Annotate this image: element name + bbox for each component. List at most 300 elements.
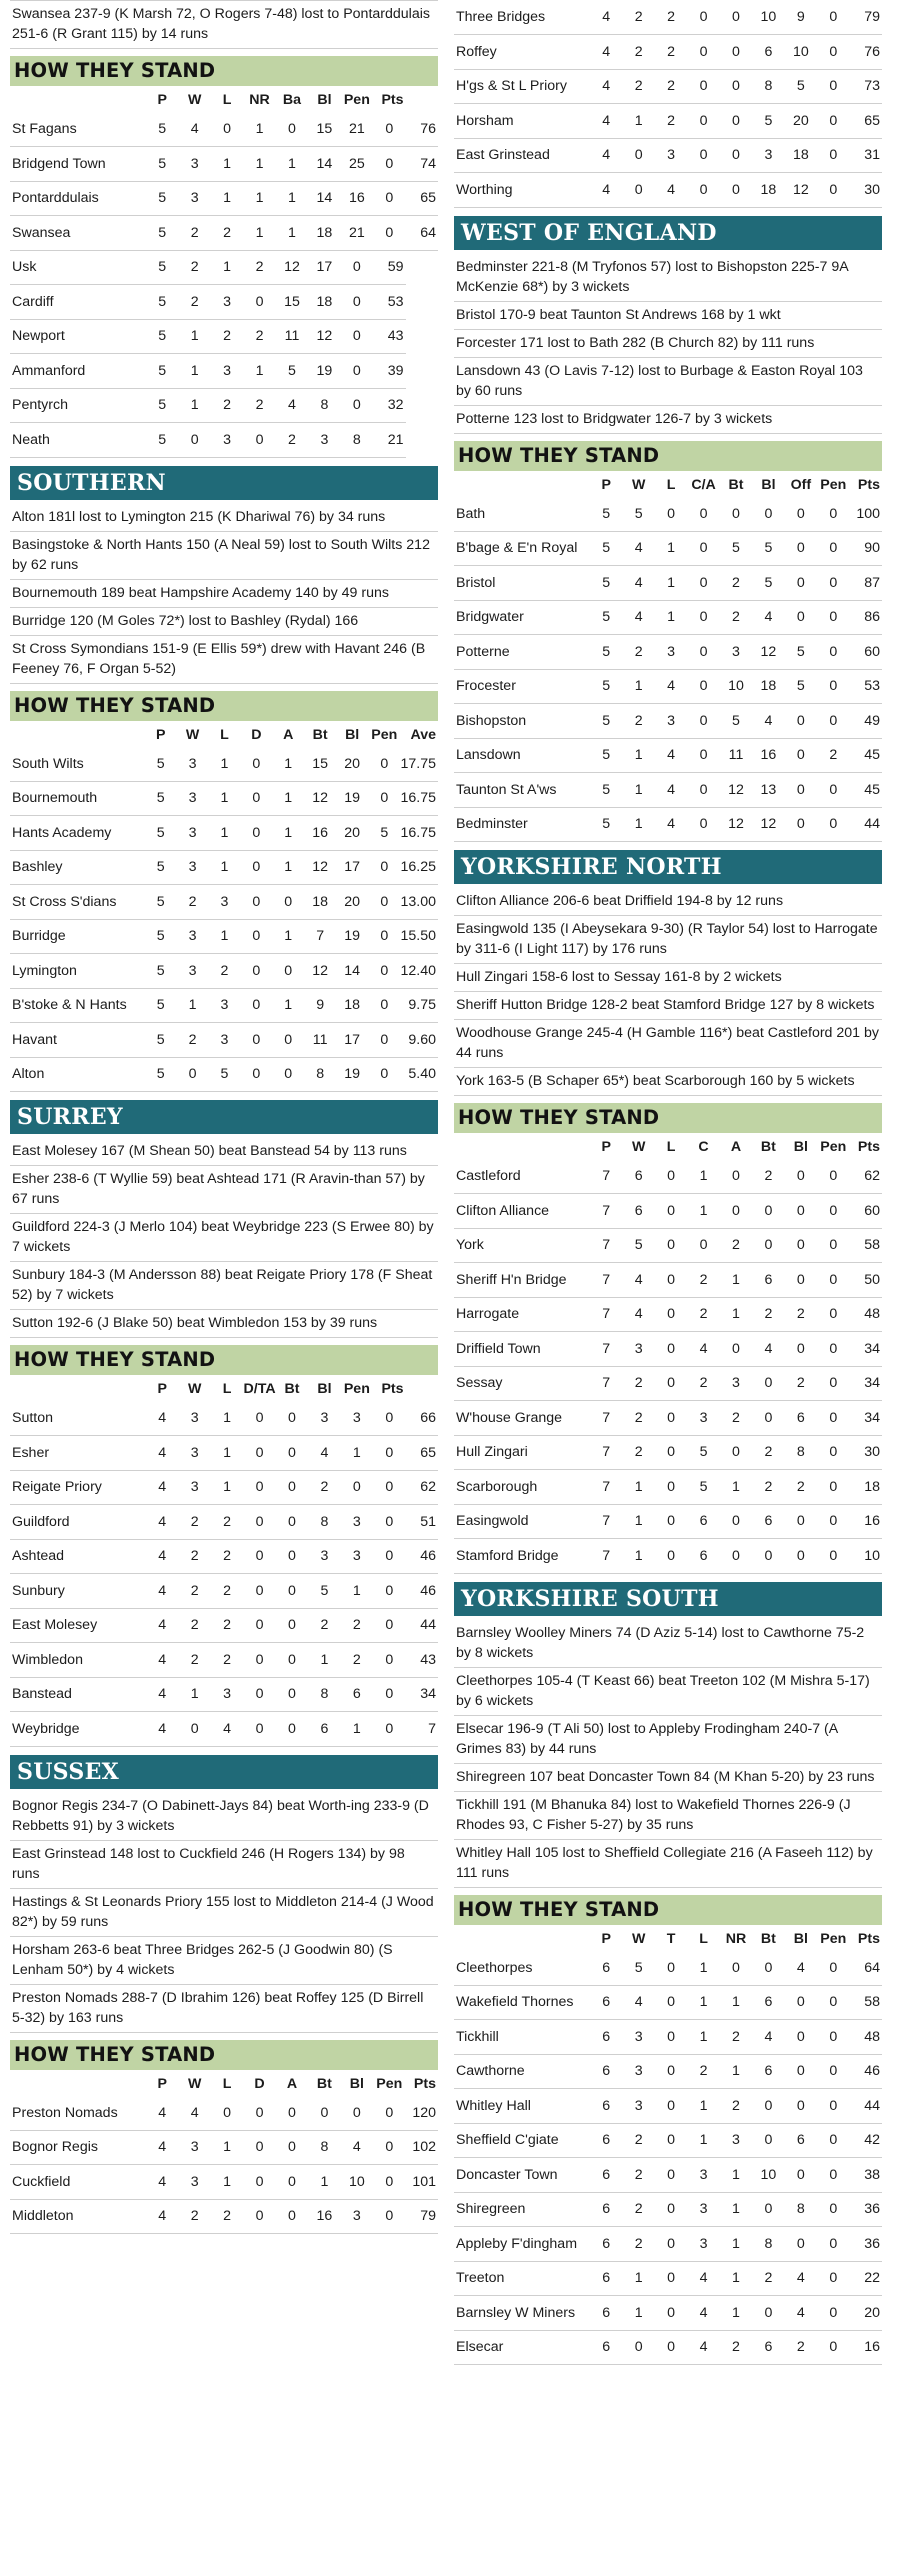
stat-cell: 8 — [308, 1677, 340, 1712]
stat-cell: 2 — [752, 1297, 784, 1332]
stat-cell: 2 — [622, 2227, 654, 2262]
table-row — [454, 1401, 882, 1436]
stat-cell: 15 — [308, 112, 340, 147]
stat-cell: 6 — [752, 1504, 784, 1539]
stat-cell: 0 — [373, 1643, 405, 1678]
stat-cell: 0 — [276, 112, 308, 147]
stat-cell: 4 — [752, 704, 784, 739]
stat-cell: 0 — [240, 885, 272, 920]
stat-cell: 4 — [146, 1539, 178, 1574]
stat-cell: 6 — [622, 1194, 654, 1229]
standings-table — [10, 88, 438, 458]
table-row — [10, 850, 438, 885]
team-name: Bedminster — [454, 807, 590, 842]
stat-cell: 3 — [308, 1401, 340, 1436]
stat-cell: 6 — [308, 1712, 340, 1747]
stat-cell: 8 — [785, 1435, 817, 1470]
stat-cell: 16.25 — [400, 850, 438, 885]
team-name: Ammanford — [10, 354, 146, 389]
team-name: Potterne — [454, 635, 590, 670]
stat-cell: 0 — [817, 1435, 849, 1470]
table-row — [454, 1435, 882, 1470]
stat-cell: 0 — [655, 1366, 687, 1401]
stat-cell: 4 — [687, 2296, 719, 2331]
stat-cell: 0 — [687, 35, 719, 70]
team-name: Wakefield Thornes — [454, 1985, 590, 2020]
stat-cell: 0 — [752, 2123, 784, 2158]
result-line: Bristol 170-9 beat Taunton St Andrews 168 by 1 wkt — [454, 302, 882, 330]
stat-cell: 58 — [850, 1228, 882, 1263]
stat-cell: 10 — [341, 2165, 373, 2200]
stat-cell: 76 — [406, 112, 438, 147]
stat-cell: 0 — [373, 181, 405, 216]
column-header: Pen — [376, 2075, 403, 2092]
stat-cell: 3 — [622, 1332, 654, 1367]
column-header: L — [220, 726, 229, 743]
stat-cell: 0 — [655, 2261, 687, 2296]
stat-cell: 20 — [785, 104, 817, 139]
column-header: Bl — [349, 2075, 364, 2092]
table-row — [454, 173, 882, 208]
stat-cell: 4 — [622, 600, 654, 635]
stat-cell: 1 — [655, 566, 687, 601]
stat-cell: 0 — [817, 1401, 849, 1436]
column-header: A — [283, 726, 294, 743]
stat-cell: 1 — [272, 781, 304, 816]
team-name: Bridgend Town — [10, 147, 146, 182]
stat-cell: 8 — [308, 2130, 340, 2165]
stat-cell: 2 — [622, 704, 654, 739]
stat-cell: 0 — [817, 635, 849, 670]
stat-cell: 16 — [850, 1504, 882, 1539]
section-header-southern — [10, 466, 438, 500]
stat-cell: 0 — [785, 497, 817, 532]
stat-cell: 65 — [406, 181, 438, 216]
stat-cell: 1 — [622, 1470, 654, 1505]
stat-cell: 2 — [687, 1297, 719, 1332]
table-row — [10, 1677, 438, 1712]
stat-cell: 20 — [850, 2296, 882, 2331]
team-name: Taunton St A'ws — [454, 773, 590, 808]
stat-cell: 3 — [308, 423, 340, 458]
stat-cell: 4 — [308, 1436, 340, 1471]
team-name: Cardiff — [10, 285, 146, 320]
column-header: NR — [249, 92, 270, 108]
stat-cell: 0 — [272, 1023, 304, 1058]
stat-cell: 5 — [590, 531, 622, 566]
stat-cell: 19 — [336, 781, 368, 816]
stat-cell: 6 — [590, 2227, 622, 2262]
stat-cell: 1 — [178, 388, 210, 423]
table-row — [10, 1436, 438, 1471]
stat-cell: 0 — [817, 704, 849, 739]
stat-cell: 5 — [785, 69, 817, 104]
team-name: Bridgwater — [454, 600, 590, 635]
column-header: P — [155, 726, 166, 743]
stat-cell: 1 — [211, 147, 243, 182]
team-name: Appleby F'dingham — [454, 2227, 590, 2262]
stat-cell: 4 — [146, 1608, 178, 1643]
table-row — [454, 566, 882, 601]
team-name: Sheriff H'n Bridge — [454, 1263, 590, 1298]
stat-cell: 44 — [850, 807, 882, 842]
stat-cell: 5 — [145, 919, 177, 954]
stat-cell: 5 — [308, 1574, 340, 1609]
stat-cell: 0 — [272, 885, 304, 920]
column-header: Bt — [728, 476, 744, 493]
stat-cell: 5 — [145, 816, 177, 851]
stat-cell: 10 — [752, 2158, 784, 2193]
stat-cell: 12 — [752, 635, 784, 670]
stat-cell: 18 — [336, 988, 368, 1023]
stat-cell: 1 — [622, 104, 654, 139]
result-line: Basingstoke & North Hants 150 (A Neal 59) lost to South Wilts 212 by 62 runs — [10, 532, 438, 580]
stat-cell: 4 — [687, 2261, 719, 2296]
stat-cell: 0 — [752, 1539, 784, 1574]
table-row — [454, 773, 882, 808]
stat-cell: 48 — [850, 2020, 882, 2055]
stat-cell: 1 — [211, 250, 243, 285]
stat-cell: 0 — [817, 35, 849, 70]
stat-cell: 5 — [146, 181, 178, 216]
standings-header — [454, 441, 882, 471]
stat-cell: 6 — [590, 2089, 622, 2124]
stat-cell: 2 — [177, 1023, 209, 1058]
stat-cell: 4 — [687, 1332, 719, 1367]
stat-cell: 4 — [590, 173, 622, 208]
column-header: P — [157, 1381, 167, 1397]
stat-cell: 0 — [720, 0, 752, 35]
column-header: D/TA — [243, 1381, 276, 1397]
stat-cell: 0 — [687, 807, 719, 842]
stat-cell: 0 — [368, 1023, 400, 1058]
stat-cell: 5 — [622, 1228, 654, 1263]
stat-cell: 0 — [655, 2020, 687, 2055]
stat-cell: 5 — [146, 423, 178, 458]
stat-cell: 2 — [752, 2261, 784, 2296]
stat-cell: 0 — [276, 2165, 308, 2200]
stat-cell: 1 — [272, 919, 304, 954]
team-name: Driffield Town — [454, 1332, 590, 1367]
stat-cell: 0 — [785, 2158, 817, 2193]
stat-cell: 2 — [622, 635, 654, 670]
stat-cell: 50 — [850, 1263, 882, 1298]
stat-cell: 76 — [850, 35, 882, 70]
stat-cell: 4 — [178, 112, 210, 147]
stat-cell: 2 — [687, 1366, 719, 1401]
stat-cell: 1 — [243, 112, 275, 147]
stat-cell: 3 — [177, 850, 209, 885]
stat-cell: 3 — [341, 1505, 373, 1540]
team-name: Bath — [454, 497, 590, 532]
column-header: Ave — [410, 726, 436, 743]
stat-cell: 4 — [211, 1712, 243, 1747]
stat-cell: 2 — [243, 388, 275, 423]
stat-cell: 2 — [752, 1470, 784, 1505]
stat-cell: 0 — [720, 1504, 752, 1539]
stat-cell: 4 — [752, 1332, 784, 1367]
stat-cell: 0 — [240, 850, 272, 885]
stat-cell: 8 — [304, 1057, 336, 1092]
stat-cell: 7 — [406, 1712, 438, 1747]
result-line: Burridge 120 (M Goles 72*) lost to Bashley (Rydal) 166 — [10, 608, 438, 636]
stat-cell: 8 — [308, 388, 340, 423]
stat-cell: 0 — [240, 988, 272, 1023]
standings-table — [10, 2072, 438, 2235]
team-name: Hull Zingari — [454, 1435, 590, 1470]
table-row — [454, 1194, 882, 1229]
stat-cell: 5 — [145, 1057, 177, 1092]
stat-cell: 0 — [785, 704, 817, 739]
stat-cell: 0 — [817, 1194, 849, 1229]
stat-cell: 10 — [752, 0, 784, 35]
stat-cell: 0 — [817, 2261, 849, 2296]
stat-cell: 1 — [209, 850, 241, 885]
stat-cell: 0 — [178, 1712, 210, 1747]
stat-cell: 0 — [687, 738, 719, 773]
stat-cell: 22 — [850, 2261, 882, 2296]
stat-cell: 0 — [240, 1023, 272, 1058]
stat-cell: 2 — [687, 2054, 719, 2089]
table-row — [10, 423, 438, 458]
stat-cell: 21 — [341, 112, 373, 147]
column-header: L — [666, 1139, 676, 1155]
table-row — [10, 112, 438, 147]
stat-cell: 0 — [817, 138, 849, 173]
stat-cell: 9.60 — [400, 1023, 438, 1058]
team-name: Lansdown — [454, 738, 590, 773]
stat-cell: 5 — [622, 497, 654, 532]
stat-cell: 4 — [622, 1985, 654, 2020]
column-header: Pen — [343, 1381, 370, 1397]
stat-cell: 7 — [590, 1470, 622, 1505]
stat-cell: 0 — [243, 2130, 275, 2165]
stat-cell: 0 — [243, 423, 275, 458]
standings-title: HOW THEY STAND — [14, 1348, 216, 1371]
stat-cell: 0 — [817, 773, 849, 808]
stat-cell: 13.00 — [400, 885, 438, 920]
stat-cell: 18 — [752, 173, 784, 208]
stat-cell: 3 — [178, 147, 210, 182]
stat-cell: 0 — [308, 2096, 340, 2131]
stat-cell: 0 — [752, 2089, 784, 2124]
section-header-yorkshire-south — [454, 1582, 882, 1616]
stat-cell: 4 — [590, 35, 622, 70]
table-row — [454, 35, 882, 70]
standings-title: HOW THEY STAND — [14, 2042, 216, 2066]
stat-cell: 19 — [336, 1057, 368, 1092]
stat-cell: 45 — [850, 738, 882, 773]
stat-cell: 15 — [276, 285, 308, 320]
stat-cell: 6 — [687, 1539, 719, 1574]
column-header — [10, 88, 146, 112]
stat-cell: 0 — [752, 1366, 784, 1401]
stat-cell: 3 — [177, 954, 209, 989]
stat-cell: 0 — [720, 1332, 752, 1367]
stat-cell: 0 — [373, 1470, 405, 1505]
table-row — [454, 1504, 882, 1539]
stat-cell: 3 — [341, 1401, 373, 1436]
stat-cell: 1 — [211, 181, 243, 216]
stat-cell: 15 — [304, 747, 336, 782]
result-line: Sutton 192-6 (J Blake 50) beat Wimbledon 153 by 39 runs — [10, 1310, 438, 1338]
stat-cell: 2 — [622, 1401, 654, 1436]
result-line: Guildford 224-3 (J Merlo 104) beat Weybridge 223 (S Erwee 80) by 7 wickets — [10, 1214, 438, 1262]
stat-cell: 2 — [178, 250, 210, 285]
column-header: Bl — [793, 1139, 808, 1155]
stat-cell: 0 — [687, 566, 719, 601]
stat-cell: 2 — [622, 0, 654, 35]
stat-cell: 0 — [373, 1574, 405, 1609]
stat-cell: 0 — [655, 1470, 687, 1505]
standings-header-row — [10, 2072, 438, 2096]
stat-cell: 65 — [850, 104, 882, 139]
team-name: Weybridge — [10, 1712, 146, 1747]
stat-cell: 3 — [177, 919, 209, 954]
column-header — [10, 2072, 146, 2096]
team-name: Horsham — [454, 104, 590, 139]
table-row — [454, 69, 882, 104]
stat-cell: 36 — [850, 2192, 882, 2227]
stat-cell: 1 — [211, 2130, 243, 2165]
stat-cell: 2 — [211, 388, 243, 423]
stat-cell: 0 — [276, 1470, 308, 1505]
team-name: Sunbury — [10, 1574, 146, 1609]
stat-cell: 20 — [336, 816, 368, 851]
stat-cell: 3 — [341, 1539, 373, 1574]
stat-cell: 7 — [590, 1263, 622, 1298]
stat-cell: 2 — [178, 1643, 210, 1678]
standings-table — [454, 473, 882, 843]
stat-cell: 0 — [817, 2020, 849, 2055]
team-name: Shiregreen — [454, 2192, 590, 2227]
column-header: W — [631, 476, 646, 493]
column-header: Pts — [413, 2075, 436, 2092]
column-header: L — [222, 1381, 232, 1397]
stat-cell: 2 — [720, 2020, 752, 2055]
stat-cell: 44 — [850, 2089, 882, 2124]
table-row — [454, 2020, 882, 2055]
section-header-west-of-england — [454, 216, 882, 250]
column-header: D — [254, 2075, 265, 2092]
stat-cell: 0 — [240, 919, 272, 954]
stat-cell: 0 — [243, 1608, 275, 1643]
stat-cell: 12 — [304, 954, 336, 989]
stat-cell: 0 — [373, 2130, 405, 2165]
column-header: C/A — [691, 476, 716, 493]
stat-cell: 1 — [720, 1985, 752, 2020]
result-line: Horsham 263-6 beat Three Bridges 262-5 (J Goodwin 80) (S Lenham 50*) by 4 wickets — [10, 1937, 438, 1985]
stat-cell: 0 — [687, 669, 719, 704]
stat-cell: 1 — [272, 850, 304, 885]
stat-cell: 1 — [622, 669, 654, 704]
stat-cell: 4 — [590, 0, 622, 35]
stat-cell: 0 — [243, 1505, 275, 1540]
stat-cell: 16 — [304, 816, 336, 851]
stat-cell: 7 — [590, 1297, 622, 1332]
stat-cell: 34 — [406, 1677, 438, 1712]
stat-cell: 36 — [850, 2227, 882, 2262]
stat-cell: 0 — [341, 250, 373, 285]
stat-cell: 5 — [590, 704, 622, 739]
stat-cell: 0 — [373, 2199, 405, 2234]
stat-cell: 1 — [655, 600, 687, 635]
stat-cell: 60 — [850, 1194, 882, 1229]
stat-cell: 5.40 — [400, 1057, 438, 1092]
stat-cell: 1 — [720, 2192, 752, 2227]
stat-cell: 2 — [817, 738, 849, 773]
stat-cell: 2 — [243, 250, 275, 285]
section-title: SURREY — [17, 1104, 123, 1130]
stat-cell: 0 — [817, 1366, 849, 1401]
team-name: Three Bridges — [454, 0, 590, 35]
stat-cell: 64 — [406, 216, 438, 251]
stat-cell: 0 — [655, 2192, 687, 2227]
stat-cell: 0 — [655, 2123, 687, 2158]
stat-cell: 19 — [336, 919, 368, 954]
stat-cell: 3 — [178, 2130, 210, 2165]
stat-cell: 5 — [145, 850, 177, 885]
stat-cell: 6 — [590, 2054, 622, 2089]
column-header — [454, 1927, 590, 1951]
column-header — [10, 723, 145, 747]
stat-cell: 0 — [785, 2054, 817, 2089]
stat-cell: 12 — [720, 773, 752, 808]
result-line: Potterne 123 lost to Bridgwater 126-7 by 3 wickets — [454, 406, 882, 434]
stat-cell: 0 — [276, 1677, 308, 1712]
team-name: South Wilts — [10, 747, 145, 782]
stat-cell: 0 — [622, 138, 654, 173]
stat-cell: 17.75 — [400, 747, 438, 782]
table-row — [454, 531, 882, 566]
stat-cell: 3 — [177, 781, 209, 816]
stat-cell: 16 — [752, 738, 784, 773]
column-header: Pts — [857, 1930, 880, 1947]
stat-cell: 0 — [687, 600, 719, 635]
table-row — [454, 1297, 882, 1332]
table-row — [454, 2192, 882, 2227]
stat-cell: 0 — [341, 388, 373, 423]
stat-cell: 9 — [304, 988, 336, 1023]
stat-cell: 0 — [655, 1401, 687, 1436]
stat-cell: 2 — [211, 2199, 243, 2234]
column-header: L — [666, 476, 676, 493]
stat-cell: 0 — [655, 1159, 687, 1194]
stat-cell: 0 — [368, 1057, 400, 1092]
team-name: Barnsley W Miners — [454, 2296, 590, 2331]
stat-cell: 1 — [622, 1539, 654, 1574]
stat-cell: 0 — [373, 2096, 405, 2131]
stat-cell: 2 — [341, 1643, 373, 1678]
stat-cell: 18 — [850, 1470, 882, 1505]
stat-cell: 0 — [720, 1159, 752, 1194]
section-title: YORKSHIRE SOUTH — [461, 1585, 719, 1612]
stat-cell: 0 — [211, 2096, 243, 2131]
result-line: Alton 181l lost to Lymington 215 (K Dhariwal 76) by 34 runs — [10, 504, 438, 532]
stat-cell: 0 — [655, 2227, 687, 2262]
team-name: Frocester — [454, 669, 590, 704]
stat-cell: 0 — [687, 104, 719, 139]
table-row — [454, 1539, 882, 1574]
stat-cell: 5 — [752, 566, 784, 601]
stat-cell: 1 — [720, 2227, 752, 2262]
result-line: Hastings & St Leonards Priory 155 lost to Middleton 214-4 (J Wood 82*) by 59 runs — [10, 1889, 438, 1937]
stat-cell: 0 — [752, 1194, 784, 1229]
stat-cell: 8 — [752, 2227, 784, 2262]
stat-cell: 0 — [240, 816, 272, 851]
stat-cell: 1 — [687, 2020, 719, 2055]
table-row — [454, 635, 882, 670]
